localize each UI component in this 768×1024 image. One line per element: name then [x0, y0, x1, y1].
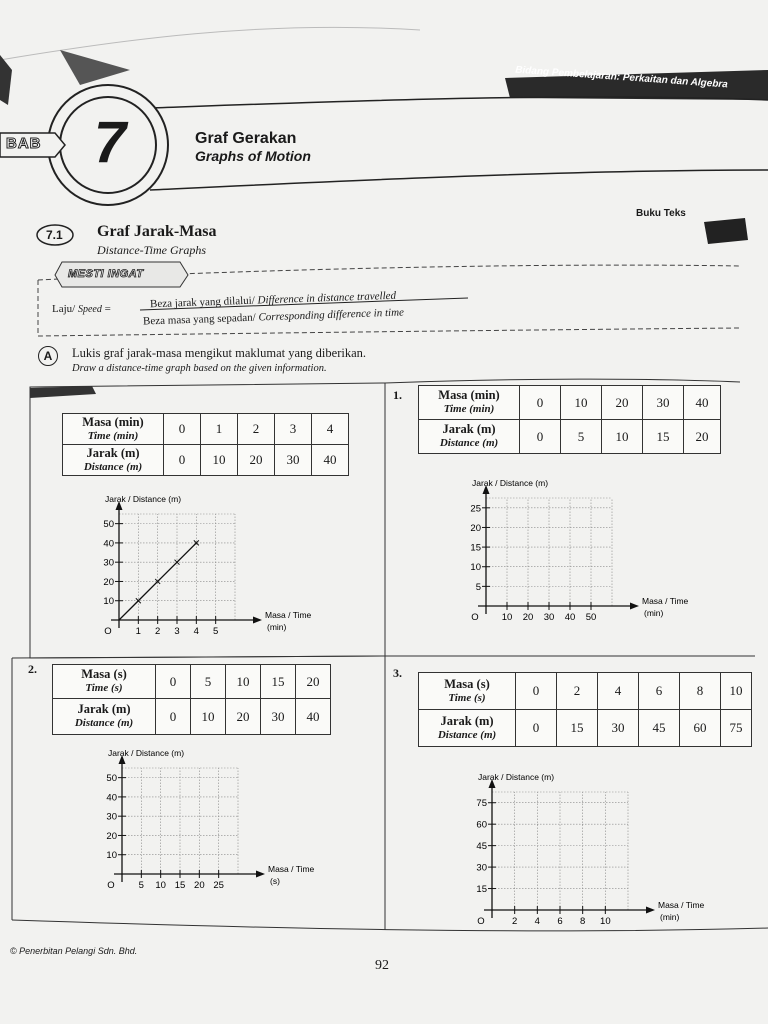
- x-axis-title: Masa / Time: [642, 596, 689, 606]
- header-ms: Jarak (m): [77, 702, 131, 716]
- table-cell: 2: [557, 673, 598, 710]
- equals-sign: =: [104, 303, 111, 315]
- y-tick-label: 10: [106, 850, 117, 862]
- question-2-data-table: [52, 664, 331, 735]
- table-cell: 20: [226, 699, 261, 735]
- header-en: Time (s): [85, 682, 123, 694]
- y-axis-title: Jarak / Distance (m): [478, 772, 555, 782]
- x-axis-title: Masa / Time: [268, 864, 315, 874]
- y-tick-label: 10: [470, 562, 481, 574]
- table-header-distance: [419, 420, 520, 454]
- x-tick-label: 20: [522, 612, 534, 623]
- table-cell: 10: [226, 665, 261, 699]
- x-tick-label: 2: [512, 916, 518, 927]
- numerator-en: Difference in distance travelled: [257, 289, 397, 307]
- x-tick-label: 10: [600, 916, 611, 927]
- header-en: Time (min): [443, 403, 495, 415]
- x-axis-arrow: [630, 603, 639, 610]
- y-tick-label: 50: [106, 773, 117, 785]
- table-cell: 20: [602, 386, 643, 420]
- header-ms: Masa (s): [81, 667, 127, 681]
- table-cell: 40: [684, 386, 721, 420]
- header-ms: Jarak (m): [86, 445, 140, 460]
- x-axis-arrow: [253, 617, 262, 624]
- table-row: [419, 386, 721, 420]
- section-title-en: Distance-Time Graphs: [97, 243, 206, 257]
- buku-teks-label: Buku Teks: [636, 208, 686, 219]
- table-cell: 5: [191, 665, 226, 699]
- origin-label: O: [477, 916, 485, 927]
- bab-label: BAB: [6, 135, 42, 152]
- header-ms: Masa (min): [82, 414, 144, 429]
- x-tick-label: 50: [585, 612, 597, 623]
- speed-formula-label: Laju/ Speed =: [52, 303, 111, 315]
- x-axis-title: Masa / Time: [658, 900, 705, 910]
- table-row: [63, 414, 349, 445]
- table-cell: 0: [164, 445, 201, 476]
- table-cell: 0: [156, 699, 191, 735]
- x-axis-unit: (s): [270, 876, 280, 886]
- x-tick-label: 1: [135, 626, 141, 637]
- y-tick-label: 20: [106, 830, 117, 842]
- table-cell: 20: [296, 665, 331, 699]
- header-ms: Jarak (m): [442, 422, 496, 436]
- y-tick-label: 10: [103, 596, 114, 608]
- part-a-instruction-ms: Lukis graf jarak-masa mengikut maklumat yang diberikan.: [72, 346, 367, 360]
- x-tick-label: 25: [213, 880, 224, 891]
- table-cell: 0: [520, 420, 561, 454]
- denominator-en: Corresponding difference in time: [258, 306, 405, 324]
- table-cell: 1: [201, 414, 238, 445]
- x-tick-label: 10: [501, 612, 513, 623]
- table-row: [419, 710, 752, 747]
- y-tick-label: 20: [103, 576, 114, 588]
- example-data-table: [62, 413, 349, 476]
- table-header-time: [419, 673, 516, 710]
- table-header-time: [63, 414, 164, 445]
- laju-ms: Laju: [52, 303, 73, 315]
- y-tick-label: 15: [470, 542, 481, 554]
- question-2-number: 2.: [28, 662, 37, 676]
- x-tick-label: 30: [543, 612, 555, 623]
- y-tick-label: 20: [470, 522, 481, 534]
- table-cell: 5: [561, 420, 602, 454]
- x-axis-unit: (min): [267, 622, 287, 632]
- table-header-distance: [419, 710, 516, 747]
- question-1-graph-grid[interactable]: [462, 476, 692, 628]
- table-row: [419, 673, 752, 710]
- y-tick-label: 40: [103, 538, 114, 550]
- part-a-badge: A: [38, 346, 58, 366]
- table-cell: 10: [602, 420, 643, 454]
- y-axis-title: Jarak / Distance (m): [472, 478, 549, 488]
- table-cell: 0: [164, 414, 201, 445]
- table-cell: 10: [191, 699, 226, 735]
- x-tick-label: 40: [564, 612, 576, 623]
- denominator-ms: Beza masa yang sepadan: [142, 311, 253, 328]
- formula-numerator: Beza jarak yang dilalui/ Difference in distance travelled: [149, 289, 397, 311]
- y-tick-label: 15: [476, 884, 487, 896]
- table-cell: 30: [643, 386, 684, 420]
- x-tick-label: 2: [155, 626, 161, 637]
- data-point: [175, 560, 180, 565]
- x-axis-arrow: [646, 907, 655, 914]
- table-cell: 2: [238, 414, 275, 445]
- x-tick-label: 20: [194, 880, 205, 891]
- x-tick-label: 4: [193, 626, 199, 637]
- table-cell: 30: [261, 699, 296, 735]
- table-cell: 75: [721, 710, 752, 747]
- learning-area-text: Bidang Pembelajaran: Perkaitan dan Algebra: [514, 64, 729, 91]
- chapter-title-ms: Graf Gerakan: [195, 130, 297, 147]
- question-1-number: 1.: [393, 388, 402, 402]
- table-cell: 10: [721, 673, 752, 710]
- laju-en: Speed: [77, 304, 102, 315]
- y-tick-label: 50: [103, 519, 114, 531]
- y-tick-label: 40: [106, 792, 117, 804]
- formula-denominator: Beza masa yang sepadan/ Corresponding difference in time: [142, 306, 405, 328]
- header-ms: Masa (min): [438, 388, 500, 402]
- origin-label: O: [107, 880, 115, 891]
- table-cell: 40: [296, 699, 331, 735]
- copyright-notice: © Penerbitan Pelangi Sdn. Bhd.: [10, 946, 138, 956]
- table-cell: 45: [639, 710, 680, 747]
- table-cell: 20: [684, 420, 721, 454]
- x-tick-label: 8: [580, 916, 586, 927]
- question-2-graph-grid[interactable]: [98, 746, 318, 896]
- table-header-time: [53, 665, 156, 699]
- header-en: Time (s): [448, 691, 486, 704]
- table-cell: 4: [312, 414, 349, 445]
- table-cell: 8: [680, 673, 721, 710]
- origin-label: O: [471, 612, 479, 623]
- table-header-distance: [53, 699, 156, 735]
- x-tick-label: 15: [174, 880, 186, 891]
- header-en: Distance (m): [437, 728, 497, 741]
- page-number: 92: [375, 958, 389, 973]
- table-header-distance: [63, 445, 164, 476]
- chapter-number: 7: [93, 110, 127, 175]
- table-cell: 30: [275, 445, 312, 476]
- table-cell: 3: [275, 414, 312, 445]
- table-cell: 0: [516, 673, 557, 710]
- y-tick-label: 45: [476, 841, 487, 853]
- table-row: [419, 420, 721, 454]
- chapter-title-en: Graphs of Motion: [195, 148, 311, 164]
- question-1-data-table: [418, 385, 721, 454]
- table-cell: 0: [516, 710, 557, 747]
- x-tick-label: 5: [213, 626, 219, 637]
- table-cell: 10: [561, 386, 602, 420]
- x-axis-arrow: [256, 871, 265, 878]
- y-tick-label: 5: [475, 581, 481, 593]
- section-title-ms: Graf Jarak-Masa: [97, 223, 217, 240]
- question-3-data-table: [418, 672, 752, 747]
- header-en: Distance (m): [74, 717, 134, 729]
- table-header-time: [419, 386, 520, 420]
- question-3-graph-grid[interactable]: [468, 770, 708, 932]
- table-cell: 15: [557, 710, 598, 747]
- y-tick-label: 60: [476, 819, 487, 831]
- x-axis-unit: (min): [660, 912, 680, 922]
- table-row: [53, 665, 331, 699]
- table-cell: 15: [261, 665, 296, 699]
- header-ms: Jarak (m): [440, 713, 494, 728]
- header-en: Distance (m): [83, 460, 143, 473]
- numerator-ms: Beza jarak yang dilalui: [149, 294, 252, 311]
- mesti-ingat-label: MESTI INGAT: [68, 268, 144, 280]
- header-ms: Masa (s): [444, 676, 490, 691]
- y-axis-title: Jarak / Distance (m): [108, 748, 185, 758]
- table-row: [63, 445, 349, 476]
- y-tick-label: 75: [476, 798, 487, 810]
- header-en: Time (min): [87, 429, 139, 442]
- x-axis-title: Masa / Time: [265, 610, 312, 620]
- table-cell: 20: [238, 445, 275, 476]
- example-distance-time-graph: [95, 492, 315, 642]
- table-cell: 30: [598, 710, 639, 747]
- table-row: [53, 699, 331, 735]
- x-axis-unit: (min): [644, 608, 664, 618]
- x-tick-label: 5: [138, 880, 144, 891]
- x-tick-label: 6: [557, 916, 563, 927]
- table-cell: 0: [520, 386, 561, 420]
- x-tick-label: 4: [534, 916, 540, 927]
- table-cell: 0: [156, 665, 191, 699]
- question-3-number: 3.: [393, 666, 402, 680]
- origin-label: O: [104, 626, 112, 637]
- x-tick-label: 10: [155, 880, 166, 891]
- table-cell: 6: [639, 673, 680, 710]
- table-cell: 15: [643, 420, 684, 454]
- table-cell: 4: [598, 673, 639, 710]
- y-axis-title: Jarak / Distance (m): [105, 494, 182, 504]
- table-cell: 10: [201, 445, 238, 476]
- table-cell: 60: [680, 710, 721, 747]
- y-tick-label: 30: [106, 811, 117, 823]
- x-tick-label: 3: [174, 626, 180, 637]
- y-tick-label: 30: [103, 557, 114, 569]
- table-cell: 40: [312, 445, 349, 476]
- y-tick-label: 25: [470, 503, 481, 515]
- header-en: Distance (m): [439, 437, 499, 449]
- part-a-instruction-en: Draw a distance-time graph based on the given information.: [72, 363, 327, 374]
- section-number: 7.1: [46, 228, 63, 242]
- y-tick-label: 30: [476, 862, 487, 874]
